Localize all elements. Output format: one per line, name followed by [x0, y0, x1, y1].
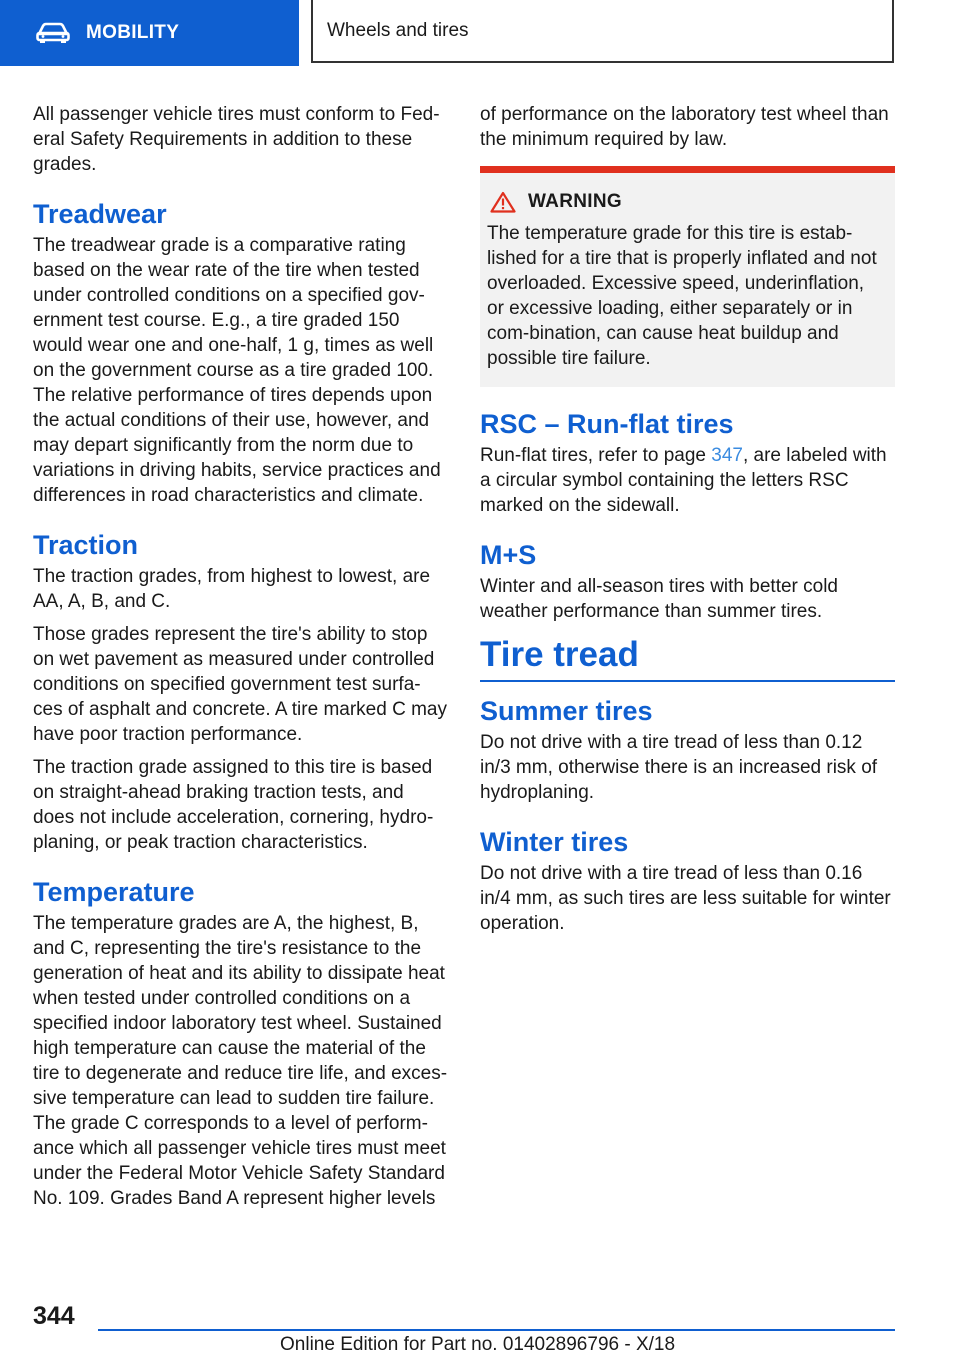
continuation-paragraph: of performance on the laboratory test wheel than the minimum required by law. [480, 104, 889, 150]
page-number: 344 [33, 1302, 75, 1330]
warning-box [480, 166, 895, 387]
ms-heading: M+S [480, 540, 537, 570]
warning-title: WARNING [528, 191, 622, 212]
rsc-heading: RSC – Run-flat tires [480, 409, 734, 439]
intro-paragraph: All passenger vehicle tires must conform to Fed-eral Safety Requirements in addition to these grades. [33, 104, 440, 175]
winter-tires-heading: Winter tires [480, 827, 629, 857]
traction-paragraph-2: Those grades represent the tire's ability to stop on wet pavement as measured under controlled conditions on specified government test surfa-ces of asphalt and concrete. A tire marked C may have poor traction performance. [33, 624, 447, 745]
right-column [480, 102, 895, 944]
section-label: MOBILITY [86, 22, 180, 43]
rsc-text-before: Run-flat tires, refer to page [480, 445, 712, 466]
tire-tread-heading: Tire tread [480, 634, 895, 682]
temperature-heading: Temperature [33, 877, 195, 907]
rsc-paragraph [480, 443, 895, 518]
header-section-tab [0, 0, 299, 66]
rsc-text-after: , are labeled with a circular symbol containing the letters RSC marked on the sidewall. [480, 445, 887, 516]
page-347-link[interactable]: 347 [711, 445, 743, 466]
chapter-header [311, 0, 894, 63]
car-icon [36, 22, 70, 44]
treadwear-heading: Treadwear [33, 199, 167, 229]
winter-tires-paragraph: Do not drive with a tire tread of less than 0.16 in/4 mm, as such tires are less suitable for winter operation. [480, 863, 891, 934]
traction-paragraph-1: The traction grades, from highest to lowest, are AA, A, B, and C. [33, 566, 431, 612]
treadwear-paragraph: The treadwear grade is a comparative rating based on the wear rate of the tire when tested under controlled conditions on a specified gov-ernment test course. E.g., a tire graded 150 would wear one and one-half, 1 g, times as well on the government course as a tire graded 100. The relative performance of tires depends upon the actual conditions of their use, however, and may depart significantly from the norm due to variations in driving habits, service practices and differences in road characteristics and climate. [33, 235, 441, 506]
traction-paragraph-3: The traction grade assigned to this tire is based on straight-ahead braking traction tests, and does not include acceleration, cornering, hydro-planing, or peak traction characteristics. [33, 757, 434, 853]
ms-paragraph: Winter and all-season tires with better cold weather performance than summer tires. [480, 576, 838, 622]
left-column [33, 102, 449, 1219]
footer-rule [98, 1329, 895, 1331]
summer-tires-paragraph: Do not drive with a tire tread of less than 0.12 in/3 mm, otherwise there is an increased risk of hydroplaning. [480, 732, 878, 803]
footer-edition-text: Online Edition for Part no. 01402896796 - X/18 [280, 1334, 676, 1355]
summer-tires-heading: Summer tires [480, 696, 653, 726]
traction-heading: Traction [33, 530, 139, 560]
temperature-paragraph: The temperature grades are A, the highest, B, and C, representing the tire's resistance to the generation of heat and its ability to dissipate heat when tested under controlled conditions on a specified indoor laboratory test wheel. Sustained high temperature can cause the material of the tire to degenerate and reduce tire life, and exces-sive temperature can lead to sudden tire failure. The grade C corresponds to a level of perform-ance which all passenger vehicle tires must meet under the Federal Motor Vehicle Safety Standard No. 109. Grades Band A represent higher levels [33, 913, 448, 1209]
warning-text: The temperature grade for this tire is estab-lished for a tire that is properly inflated and not overloaded. Excessive speed, underinflation, or excessive loading, either separately or in com-bination, can cause heat buildup and possible tire failure. [487, 223, 877, 369]
chapter-title: Wheels and tires [327, 19, 469, 41]
warning-triangle-icon [490, 191, 516, 213]
